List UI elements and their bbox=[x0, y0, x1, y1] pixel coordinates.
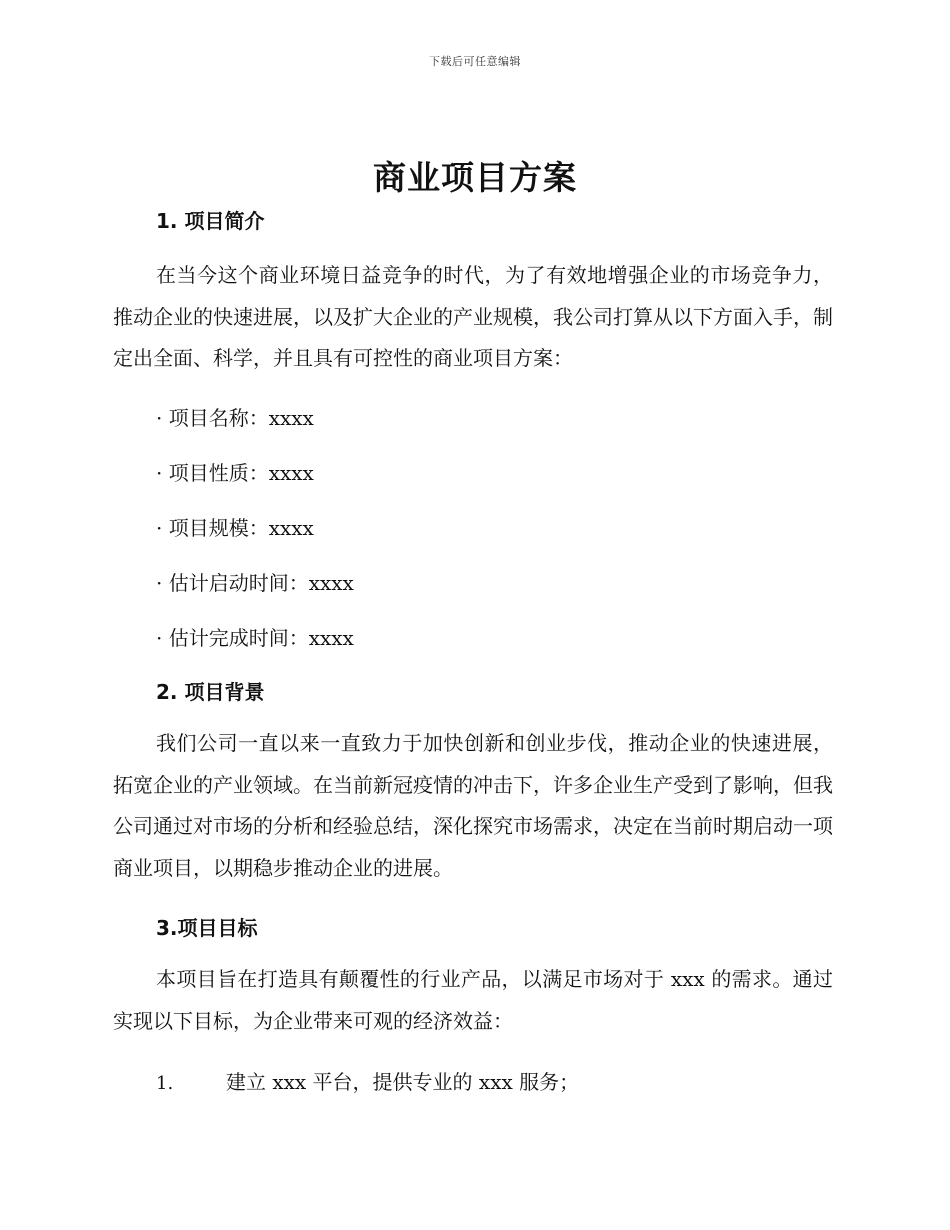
bullet-finish-time: · 估计完成时间：xxxx bbox=[156, 626, 354, 650]
bullet-project-name: · 项目名称：xxxx bbox=[156, 406, 314, 430]
paragraph-intro: 在当今这个商业环境日益竞争的时代，为了有效地增强企业的市场竞争力，推动企业的快速进展，以及扩大企业的产业规模，我公司打算从以下方面入手，制定出全面、科学，并且具有可控性的商业项目方案： bbox=[113, 263, 833, 370]
section-heading-background: 2. 项目背景 bbox=[156, 680, 265, 704]
bullet-project-scale: · 项目规模：xxxx bbox=[156, 516, 314, 540]
bullet-project-nature: · 项目性质：xxxx bbox=[156, 461, 314, 485]
goal-item bbox=[156, 1066, 579, 1095]
document-title: 商业项目方案 bbox=[373, 158, 577, 197]
section-heading-intro: 1. 项目简介 bbox=[156, 209, 265, 233]
paragraph-goals: 本项目旨在打造具有颠覆性的行业产品，以满足市场对于 xxx 的需求。通过实现以下目标，为企业带来可观的经济效益： bbox=[113, 967, 833, 1033]
paragraph-background: 我们公司一直以来一直致力于加快创新和创业步伐，推动企业的快速进展，拓宽企业的产业领域。在当前新冠疫情的冲击下，许多企业生产受到了影响，但我公司通过对市场的分析和经验总结，深化探究市场需求，决定在当前时期启动一项商业项目，以期稳步推动企业的进展。 bbox=[113, 731, 833, 880]
bullet-start-time: · 估计启动时间：xxxx bbox=[156, 571, 354, 595]
goal-item-number: 1. bbox=[156, 1073, 174, 1094]
header-note: 下载后可任意编辑 bbox=[429, 55, 521, 68]
goal-item-text: 建立 xxx 平台，提供专业的 xxx 服务； bbox=[226, 1070, 580, 1094]
section-heading-goals: 3.项目目标 bbox=[156, 916, 258, 940]
